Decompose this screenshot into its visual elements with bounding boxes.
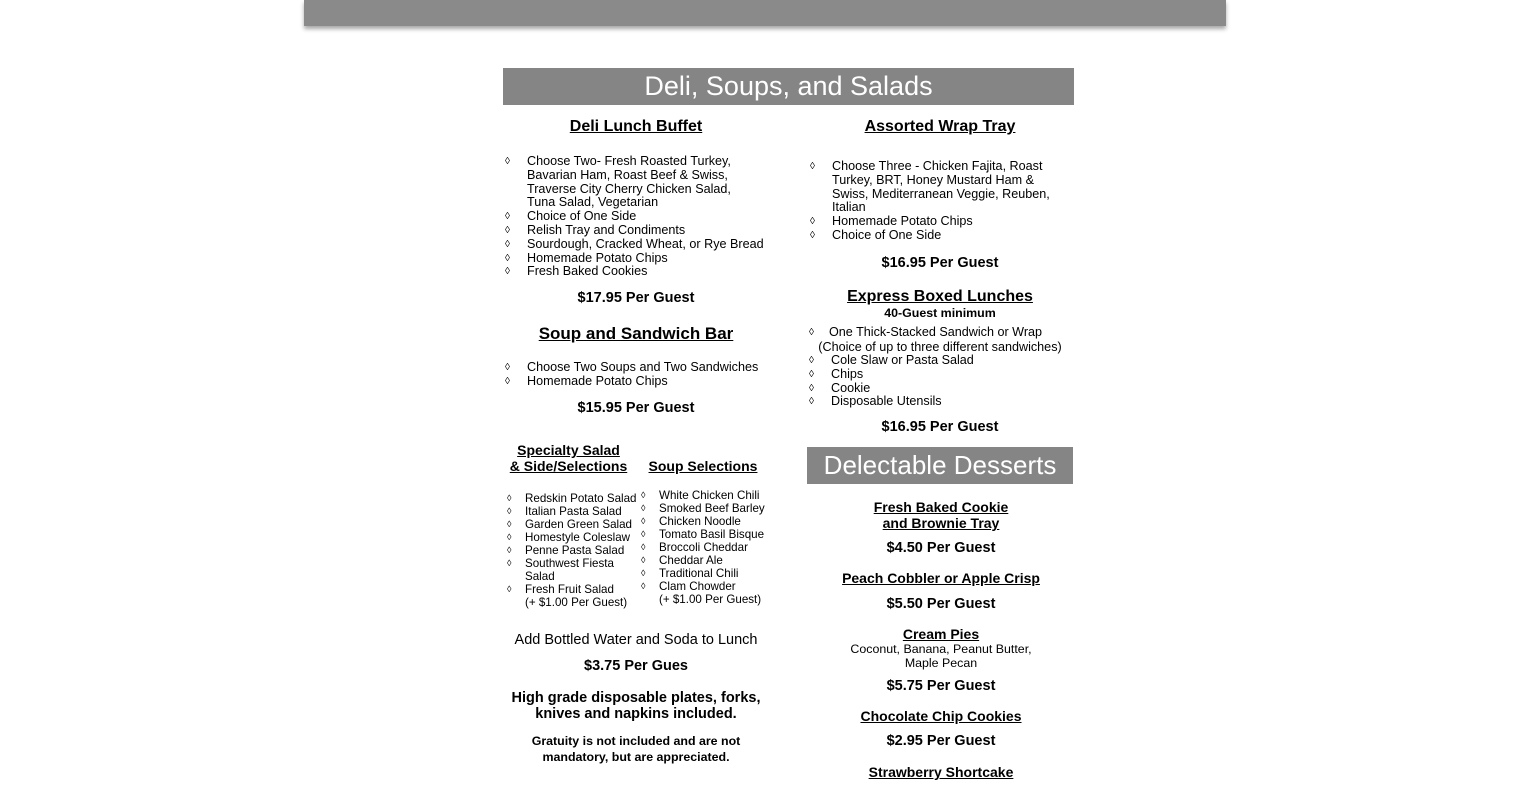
list-item [641,515,765,528]
list-item [507,557,637,583]
section-banner-deli: Deli, Soups, and Salads [503,68,1074,105]
boxed-lunches-title: Express Boxed Lunches [847,288,1033,305]
list-item [505,361,758,375]
bullet-icon: ◊ [505,238,510,250]
list-item [507,544,637,557]
cookie-brownie-title [807,499,1075,531]
disposable-note-line2: knives and napkins included. [535,706,737,722]
list-item-text: Homemade Potato Chips [527,250,668,265]
bullet-icon: ◊ [507,506,512,516]
list-item-text: Choose Two Soups and Two Sandwiches [527,360,759,374]
section-banner-desserts: Delectable Desserts [807,447,1073,484]
list-item [809,382,974,396]
list-item [507,505,637,518]
list-item [641,554,765,567]
list-item [507,518,637,531]
deli-lunch-buffet-list [505,155,764,279]
list-item-text: Fresh Baked Cookies [527,264,648,279]
list-item-text: Choose Two- Fresh Roasted Turkey, [527,154,731,168]
gratuity-note-line1: Gratuity is not included and are not [531,734,741,748]
cream-pies-description [807,642,1075,670]
bullet-icon: ◊ [641,529,646,539]
list-item-text: Swiss, Mediterranean Veggie, Reuben, [832,186,1050,201]
beverages-text: Add Bottled Water and Soda to Lunch [514,632,758,648]
bullet-icon: ◊ [641,503,646,513]
soup-sandwich-bar-title: Soup and Sandwich Bar [538,324,734,343]
list-item-text: Traditional Chili [659,567,739,580]
specialty-salad-title-line1: Specialty Salad [517,442,620,458]
boxed-lunches-subtitle: 40-Guest minimum [884,306,996,320]
gratuity-note-line2: mandatory, but are appreciated. [542,750,730,764]
list-item [505,375,758,389]
bullet-icon: ◊ [507,545,512,555]
cream-pies-line1: Coconut, Banana, Peanut Butter, [850,642,1032,656]
bullet-icon: ◊ [507,584,512,594]
list-item [507,531,637,544]
list-item [505,210,764,224]
list-item-text: Chips [831,366,864,381]
bullet-icon: ◊ [505,252,510,264]
list-item [505,265,764,279]
list-item-text: Choice of One Side [832,227,942,242]
soup-selections-list [641,489,765,606]
list-item [505,238,764,252]
bullet-icon: ◊ [507,532,512,542]
list-item [809,354,974,368]
bullet-icon: ◊ [505,266,510,278]
specialty-salad-title-line2: & Side/Selections [509,458,628,474]
list-item-text: Cheddar Ale [659,554,723,567]
list-item [810,229,1050,243]
list-item-text: Salad [525,570,555,583]
list-item-text: Tuna Salad, Vegetarian [527,195,659,210]
list-item-text: Clam Chowder [659,580,736,593]
list-item [641,580,765,606]
list-item-text: Choice of One Side [527,209,637,224]
list-item-text: Homestyle Coleslaw [525,531,631,544]
wrap-tray-list [810,160,1050,243]
list-item-text: Italian [832,200,866,215]
list-item [505,252,764,266]
list-item-text: Penne Pasta Salad [525,544,625,557]
wrap-tray-price: $16.95 Per Guest [881,255,999,271]
specialty-salad-list [507,492,637,609]
bullet-icon: ◊ [505,375,510,387]
bullet-icon: ◊ [507,493,512,503]
list-item [641,502,765,515]
list-item-text: White Chicken Chili [659,489,760,502]
list-item [810,215,1050,229]
list-item [641,541,765,554]
deli-lunch-buffet-price: $17.95 Per Guest [577,290,695,306]
cobbler-price: $5.50 Per Guest [886,596,996,612]
list-item-text: Fresh Fruit Salad [525,583,614,596]
list-item [505,224,764,238]
bullet-icon: ◊ [641,568,646,578]
bullet-icon: ◊ [809,327,814,338]
specialty-salad-title [503,442,634,474]
list-item-text: Homemade Potato Chips [527,373,668,388]
cookie-brownie-title-line2: and Brownie Tray [882,515,1000,531]
list-item [641,489,765,502]
bullet-icon: ◊ [809,355,814,366]
bullet-icon: ◊ [809,368,814,380]
boxed-lunches-list [809,354,974,409]
list-item [809,395,974,409]
list-item-text: (+ $1.00 Per Guest) [525,596,628,609]
soup-sandwich-bar-list [505,361,758,389]
disposable-note [503,690,769,722]
list-item-text: (+ $1.00 Per Guest) [659,593,762,606]
bullet-icon: ◊ [641,581,646,591]
boxed-lunches-price: $16.95 Per Guest [881,419,999,435]
list-item-text: Relish Tray and Condiments [527,222,686,237]
list-item-text: Sourdough, Cracked Wheat, or Rye Bread [527,236,764,251]
bullet-icon: ◊ [810,216,815,228]
list-item-text: Traverse City Cherry Chicken Salad, [527,181,731,196]
boxed-lunches-first-item [809,326,1042,340]
list-item-text: Homemade Potato Chips [832,214,973,229]
list-item-text: Southwest Fiesta [525,557,614,570]
list-item-text: Smoked Beef Barley [659,502,765,515]
cobbler-title: Peach Cobbler or Apple Crisp [842,570,1040,586]
list-item-text: Turkey, BRT, Honey Mustard Ham & [832,172,1035,187]
list-item [809,368,974,382]
beverages-price: $3.75 Per Gues [584,658,688,674]
list-item [641,567,765,580]
bullet-icon: ◊ [809,396,814,408]
list-item [641,528,765,541]
soup-sandwich-bar-price: $15.95 Per Guest [577,400,695,416]
list-item-text: Bavarian Ham, Roast Beef & Swiss, [527,167,728,182]
bullet-icon: ◊ [507,519,512,529]
list-item-text: Broccoli Cheddar [659,541,748,554]
list-item-text: Cole Slaw or Pasta Salad [831,353,974,367]
bullet-icon: ◊ [810,161,815,172]
bullet-icon: ◊ [641,516,646,526]
soup-selections-title: Soup Selections [648,458,758,474]
list-item-text: Cookie [831,380,871,395]
list-item-text: Choose Three - Chicken Fajita, Roast [832,159,1043,173]
list-item [505,155,764,210]
bullet-icon: ◊ [505,156,510,167]
list-item-text: Disposable Utensils [831,394,942,409]
list-item-text: Chicken Noodle [659,515,741,528]
bullet-icon: ◊ [507,558,512,568]
list-item-text: Garden Green Salad [525,518,632,531]
cream-pies-line2: Maple Pecan [904,656,978,670]
choc-chip-title: Chocolate Chip Cookies [860,708,1022,724]
list-item [507,492,637,505]
deli-lunch-buffet-title: Deli Lunch Buffet [569,118,703,135]
wrap-tray-title: Assorted Wrap Tray [864,118,1016,135]
bullet-icon: ◊ [505,224,510,236]
top-header-bar [304,0,1226,26]
cream-pies-price: $5.75 Per Guest [886,678,996,694]
bullet-icon: ◊ [809,382,814,394]
gratuity-note [503,733,769,765]
list-item-text: Redskin Potato Salad [525,492,637,505]
disposable-note-line1: High grade disposable plates, forks, [511,690,761,706]
cookie-brownie-title-line1: Fresh Baked Cookie [873,499,1009,515]
boxed-lunches-item1-note: (Choice of up to three different sandwiches) [818,340,1062,354]
bullet-icon: ◊ [505,362,510,373]
choc-chip-price: $2.95 Per Guest [886,733,996,749]
bullet-icon: ◊ [641,542,646,552]
list-item [507,583,637,609]
list-item-text: Tomato Basil Bisque [659,528,765,541]
bullet-icon: ◊ [505,211,510,223]
boxed-lunches-item1: One Thick-Stacked Sandwich or Wrap [829,325,1043,339]
list-item [810,160,1050,215]
shortcake-title: Strawberry Shortcake [868,764,1014,780]
bullet-icon: ◊ [810,229,815,241]
list-item-text: Italian Pasta Salad [525,505,622,518]
cream-pies-title: Cream Pies [902,626,980,642]
bullet-icon: ◊ [641,555,646,565]
cookie-brownie-price: $4.50 Per Guest [886,540,996,556]
bullet-icon: ◊ [641,490,646,500]
